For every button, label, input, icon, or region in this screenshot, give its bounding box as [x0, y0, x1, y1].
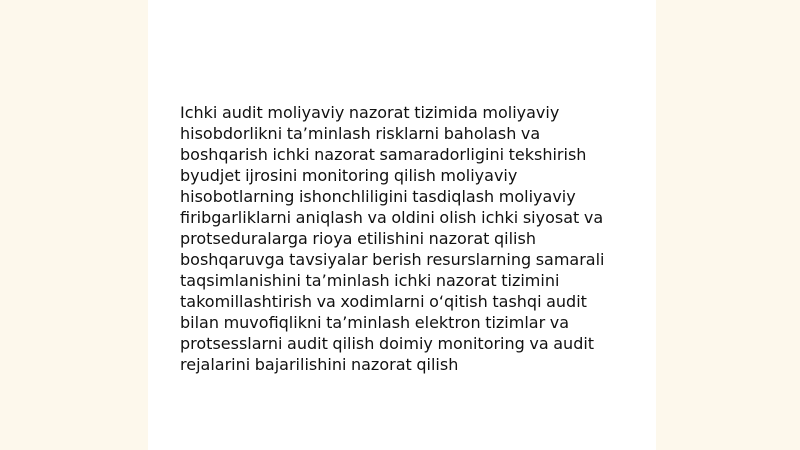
body-paragraph: Ichki audit moliyaviy nazorat tizimida moliyaviy hisobdorlikni ta’minlash risklarni baholash va boshqarish ichki nazorat samaradorligini tekshirish byudjet ijrosini monitoring qilish moliyaviy hisobotlarning ishonchliligini tasdiqlash moliyaviy firibgarliklarni aniqlash va oldini olish ichki siyosat va protseduralarga rioya etilishini nazorat qilish boshqaruvga tavsiyalar berish resurslarning samarali taqsimlanishini ta’minlash ichki nazorat tizimini takomillashtirish va xodimlarni o‘qitish tashqi audit bilan muvofiqlikni ta’minlash elektron tizimlar va protsesslarni audit qilish doimiy monitoring va audit rejalarini bajarilishini nazorat qilish	[180, 103, 605, 374]
document-page	[148, 0, 656, 450]
